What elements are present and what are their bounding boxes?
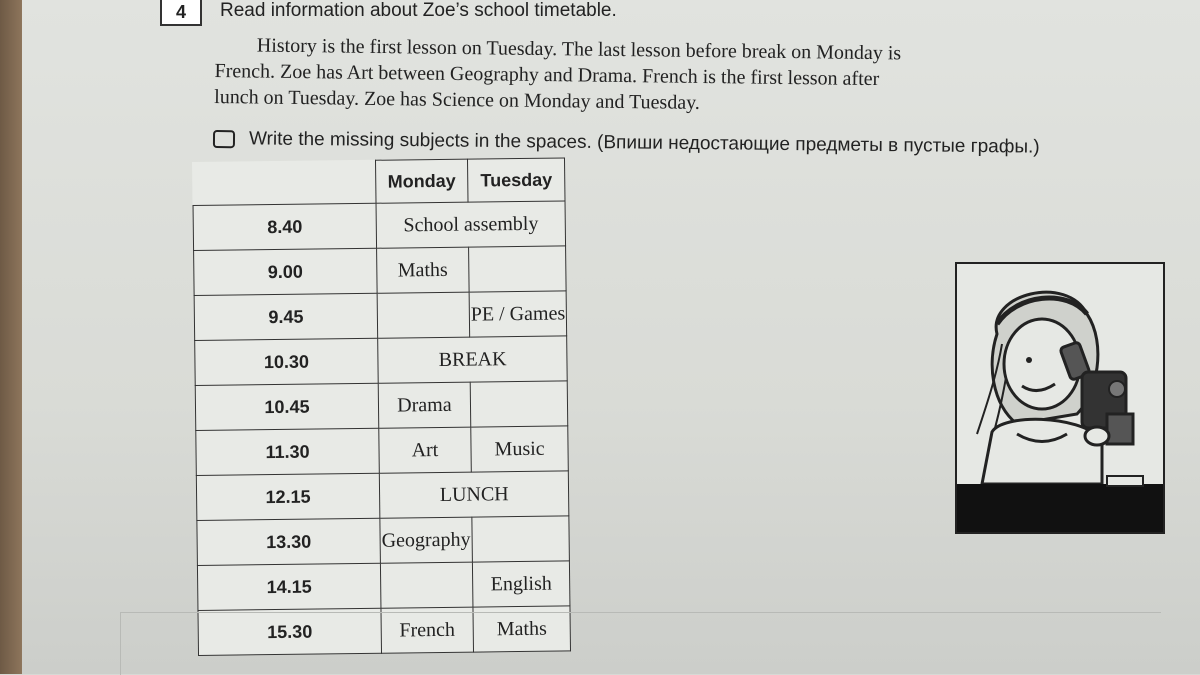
paragraph-line-1: History is the first lesson on Tuesday. The last lesson before break on Monday is: [256, 34, 902, 65]
span-cell: BREAK: [378, 336, 568, 383]
time-cell: 9.45: [194, 293, 378, 340]
tuesday-cell[interactable]: [468, 246, 566, 292]
table-row: [197, 516, 570, 566]
time-cell: 15.30: [198, 608, 382, 655]
span-cell: School assembly: [376, 201, 566, 248]
monday-cell: Maths: [377, 247, 469, 293]
tuesday-cell: PE / Games: [469, 291, 567, 337]
table-row: [194, 291, 567, 341]
monday-cell: French: [381, 607, 473, 653]
time-cell: 10.30: [195, 338, 379, 385]
table-row: [197, 561, 570, 611]
header-monday: Monday: [375, 159, 467, 203]
timetable-wrapper: [192, 157, 571, 656]
time-cell: 10.45: [195, 383, 379, 430]
task-checkbox-icon: [213, 130, 235, 148]
table-row: [196, 426, 569, 476]
task-title: Read information about Zoe’s school timetable.: [220, 0, 617, 21]
header-row: [193, 158, 566, 206]
tuesday-cell: English: [472, 561, 570, 607]
paragraph-line-2: French. Zoe has Art between Geography and Drama. French is the first lesson after: [214, 59, 880, 91]
time-cell: 13.30: [197, 518, 381, 565]
table-row: [193, 201, 566, 251]
time-cell: 12.15: [196, 473, 380, 520]
corner-cell: [193, 160, 377, 205]
reading-paragraph: [214, 32, 1165, 122]
table-row: [196, 471, 569, 521]
time-cell: 9.00: [194, 248, 378, 295]
timetable: [192, 157, 571, 656]
girl-with-microscope-icon: [955, 262, 1165, 534]
table-row: [195, 381, 568, 431]
tuesday-cell[interactable]: [472, 516, 570, 562]
table-row: [194, 246, 567, 296]
paragraph-line-3: lunch on Tuesday. Zoe has Science on Monday and Tuesday.: [214, 85, 701, 114]
tuesday-cell: Music: [471, 426, 569, 472]
monday-cell[interactable]: [380, 562, 472, 608]
illustration-drawing: [957, 264, 1163, 532]
instruction-text: Write the missing subjects in the spaces. (Впиши недостающие предметы в пустые графы.): [248, 128, 1040, 158]
header-tuesday: Tuesday: [467, 158, 565, 202]
monday-cell: Drama: [378, 382, 470, 428]
monday-cell: Geography: [380, 517, 472, 563]
time-cell: 14.15: [197, 563, 381, 610]
time-cell: 8.40: [193, 203, 377, 250]
task-number: 4: [160, 0, 202, 26]
tuesday-cell: Maths: [473, 606, 571, 652]
footer-table-ghost: [120, 612, 1161, 675]
table-row: [195, 336, 568, 386]
span-cell: LUNCH: [379, 471, 569, 518]
time-cell: 11.30: [196, 428, 380, 475]
monday-cell[interactable]: [377, 292, 469, 338]
tuesday-cell[interactable]: [470, 381, 568, 427]
monday-cell: Art: [379, 427, 471, 473]
